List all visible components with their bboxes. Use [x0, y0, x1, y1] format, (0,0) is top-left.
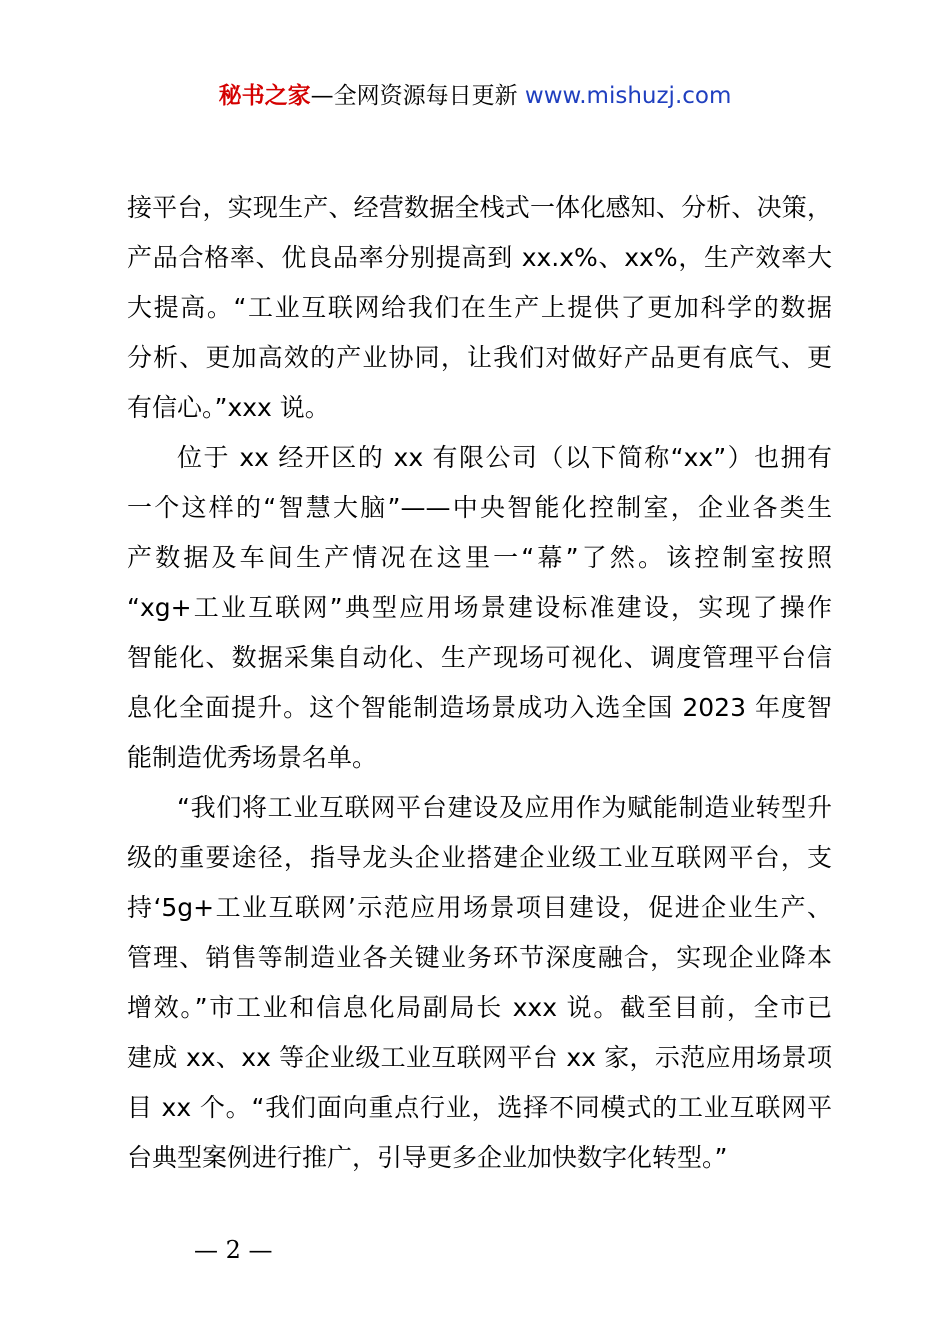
- document-body: [127, 183, 832, 1183]
- text-line: 产品合格率、优良品率分别提高到 xx.x%、xx%，生产效率大: [127, 243, 832, 272]
- text-line: 有信心。”xxx 说。: [127, 393, 330, 422]
- text-line: 能制造优秀场景名单。: [127, 743, 378, 772]
- text-line: 位于 xx 经开区的 xx 有限公司（以下简称“xx”）也拥有: [177, 443, 832, 472]
- text-line: 智能化、数据采集自动化、生产现场可视化、调度管理平台信: [127, 643, 832, 672]
- text-line: 增效。”市工业和信息化局副局长 xxx 说。截至目前，全市已: [127, 993, 832, 1022]
- site-header: [0, 80, 950, 112]
- text-line: 建成 xx、xx 等企业级工业互联网平台 xx 家，示范应用场景项: [127, 1043, 832, 1072]
- text-line: 级的重要途径，指导龙头企业搭建企业级工业互联网平台，支: [127, 843, 832, 872]
- brand-name: 秘书之家: [218, 83, 311, 109]
- text-line: “我们将工业互联网平台建设及应用作为赋能制造业转型升: [177, 793, 832, 822]
- text-line: 管理、销售等制造业各关键业务环节深度融合，实现企业降本: [127, 943, 832, 972]
- header-slogan: —全网资源每日更新: [310, 83, 518, 109]
- text-line: 分析、更加高效的产业协同，让我们对做好产品更有底气、更: [127, 343, 832, 372]
- text-line: 大提高。“工业互联网给我们在生产上提供了更加科学的数据: [127, 293, 832, 322]
- paragraph: [127, 183, 832, 433]
- text-line: 目 xx 个。“我们面向重点行业，选择不同模式的工业互联网平: [127, 1093, 832, 1122]
- text-line: “xg+工业互联网”典型应用场景建设标准建设，实现了操作: [127, 593, 832, 622]
- text-line: 息化全面提升。这个智能制造场景成功入选全国 2023 年度智: [127, 693, 832, 722]
- text-line: 持‘5g+工业互联网’示范应用场景项目建设，促进企业生产、: [127, 893, 832, 922]
- paragraph: [127, 783, 832, 1183]
- text-line: 台典型案例进行推广，引导更多企业加快数字化转型。”: [127, 1143, 728, 1172]
- text-line: 接平台，实现生产、经营数据全栈式一体化感知、分析、决策，: [127, 193, 832, 222]
- text-line: 产数据及车间生产情况在这里一“幕”了然。该控制室按照: [127, 543, 832, 572]
- page-number: — 2 —: [194, 1236, 273, 1264]
- paragraph: [127, 433, 832, 783]
- site-url-link[interactable]: www.mishuzj.com: [524, 83, 732, 109]
- text-line: 一个这样的“智慧大脑”——中央智能化控制室，企业各类生: [127, 493, 832, 522]
